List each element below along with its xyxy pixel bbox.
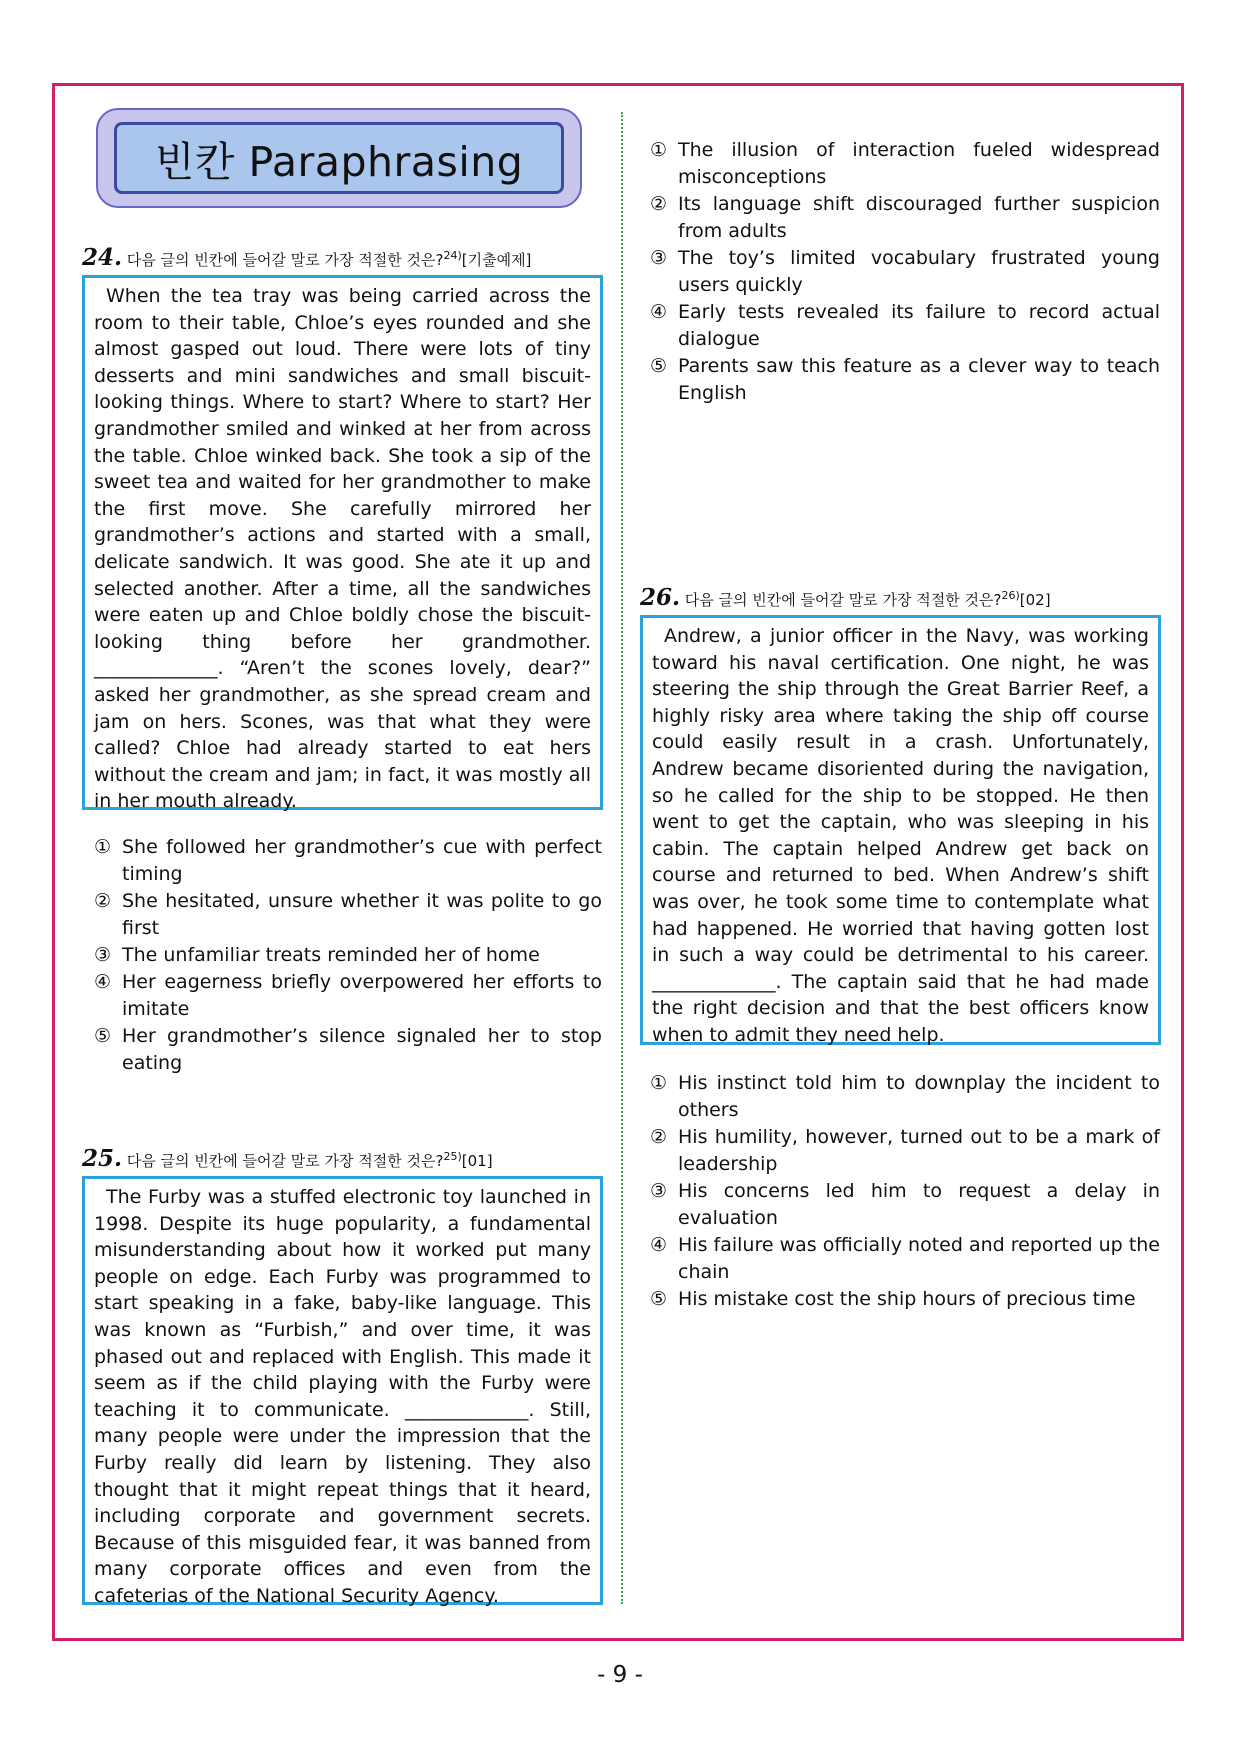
option-1[interactable]: ① She followed her grandmother’s cue with perfect timing: [94, 836, 602, 885]
option-1[interactable]: ① The illusion of interaction fueled widespread misconceptions: [650, 139, 1160, 188]
footnote-ref: 26): [1001, 589, 1020, 602]
passage-text: Andrew, a junior officer in the Navy, was working toward his naval certification. One night, he was steering the ship through the Great Barrier Reef, a highly risky area where taking the ship off course could easily result in a crash. Unfortunately, Andrew became disoriented during the navigation, so he called for the ship to be stopped. He then went to get the captain, who was sleeping in his cabin. The captain helped Andrew get back on course and returned to bed. When Andrew’s shift was over, he took some time to contemplate what had happened. He worried that having gotten lost in such a way could be detrimental to his career. _____________. The captain said that he had made the right decision and that the best officers know when to admit they need help.: [652, 625, 1149, 1046]
question-source: [02]: [1019, 591, 1051, 609]
question-24-options: [94, 834, 602, 1077]
question-25-options: [650, 137, 1160, 407]
question-24-header: [82, 244, 531, 271]
question-number: 25.: [82, 1145, 123, 1172]
question-25-header: [82, 1145, 493, 1172]
page-number: - 9 -: [597, 1662, 643, 1688]
question-26-header: [640, 584, 1051, 611]
question-26-passage: [640, 615, 1161, 1045]
question-25-passage: [82, 1176, 603, 1605]
passage-text: The Furby was a stuffed electronic toy launched in 1998. Despite its huge popularity, a fundamental misunderstanding about how it worked put many people on edge. Each Furby was programmed to start speaking in a fake, baby-like language. This was known as “Furbish,” and over time, it was phased out and replaced with English. This made it seem as if the child playing with the Furby were teaching it to communicate. _____________. Still, many people were under the impression that the Furby really did learn by listening. They also thought that it might repeat things that it heard, including corporate and government secrets. Because of this misguided fear, it was banned from many corporate offices and even from the cafeterias of the National Security Agency.: [94, 1186, 591, 1607]
passage-text: When the tea tray was being carried across the room to their table, Chloe’s eyes rounded and she almost gasped out loud. There were lots of tiny desserts and mini sandwiches and small biscuit-looking things. Where to start? Where to start? Her grandmother smiled and winked at her from across the table. Chloe winked back. She took a sip of the sweet tea and waited for her grandmother to make the first move. She carefully mirrored her grandmother’s actions and started with a small, delicate sandwich. It was good. She ate it up and selected another. After a time, all the sandwiches were eaten up and Chloe boldly chose the biscuit-looking thing before her grandmother. _____________. “Aren’t the scones lovely, dear?” asked her grandmother, as she spread cream and jam on hers. Scones, was that what they were called? Chloe had already started to eat hers without the cream and jam; in fact, it was mostly all in her mouth already.: [94, 285, 591, 813]
option-5[interactable]: ⑤ His mistake cost the ship hours of precious time: [650, 1288, 1136, 1310]
footnote-ref: 24): [443, 249, 462, 262]
question-24-passage: [82, 275, 603, 813]
option-5[interactable]: ⑤ Her grandmother’s silence signaled her to stop eating: [94, 1025, 602, 1074]
question-source: [01]: [461, 1152, 493, 1170]
question-instruction: 다음 글의 빈칸에 들어갈 말로 가장 적절한 것은?: [126, 1152, 444, 1170]
option-2[interactable]: ② She hesitated, unsure whether it was polite to go first: [94, 890, 602, 939]
option-5[interactable]: ⑤ Parents saw this feature as a clever way to teach English: [650, 355, 1160, 404]
option-3[interactable]: ③ His concerns led him to request a delay in evaluation: [650, 1180, 1160, 1229]
footnote-ref: 25): [443, 1150, 462, 1163]
option-4[interactable]: ④ His failure was officially noted and reported up the chain: [650, 1234, 1160, 1283]
question-instruction: 다음 글의 빈칸에 들어갈 말로 가장 적절한 것은?: [684, 591, 1002, 609]
question-source: [기출예제]: [461, 251, 532, 269]
option-4[interactable]: ④ Early tests revealed its failure to record actual dialogue: [650, 301, 1160, 350]
option-2[interactable]: ② His humility, however, turned out to be a mark of leadership: [650, 1126, 1160, 1175]
section-title-badge: [96, 108, 582, 208]
question-number: 24.: [82, 244, 123, 271]
option-3[interactable]: ③ The toy’s limited vocabulary frustrated young users quickly: [650, 247, 1160, 296]
option-2[interactable]: ② Its language shift discouraged further suspicion from adults: [650, 193, 1160, 242]
question-26-options: [650, 1070, 1160, 1313]
section-title: 빈칸 Paraphrasing: [154, 137, 524, 186]
column-divider: [621, 112, 623, 1604]
option-3[interactable]: ③ The unfamiliar treats reminded her of home: [94, 944, 540, 966]
option-4[interactable]: ④ Her eagerness briefly overpowered her efforts to imitate: [94, 971, 602, 1020]
section-title-inner: [114, 122, 564, 194]
question-number: 26.: [640, 584, 681, 611]
option-1[interactable]: ① His instinct told him to downplay the incident to others: [650, 1072, 1160, 1121]
question-instruction: 다음 글의 빈칸에 들어갈 말로 가장 적절한 것은?: [126, 251, 444, 269]
